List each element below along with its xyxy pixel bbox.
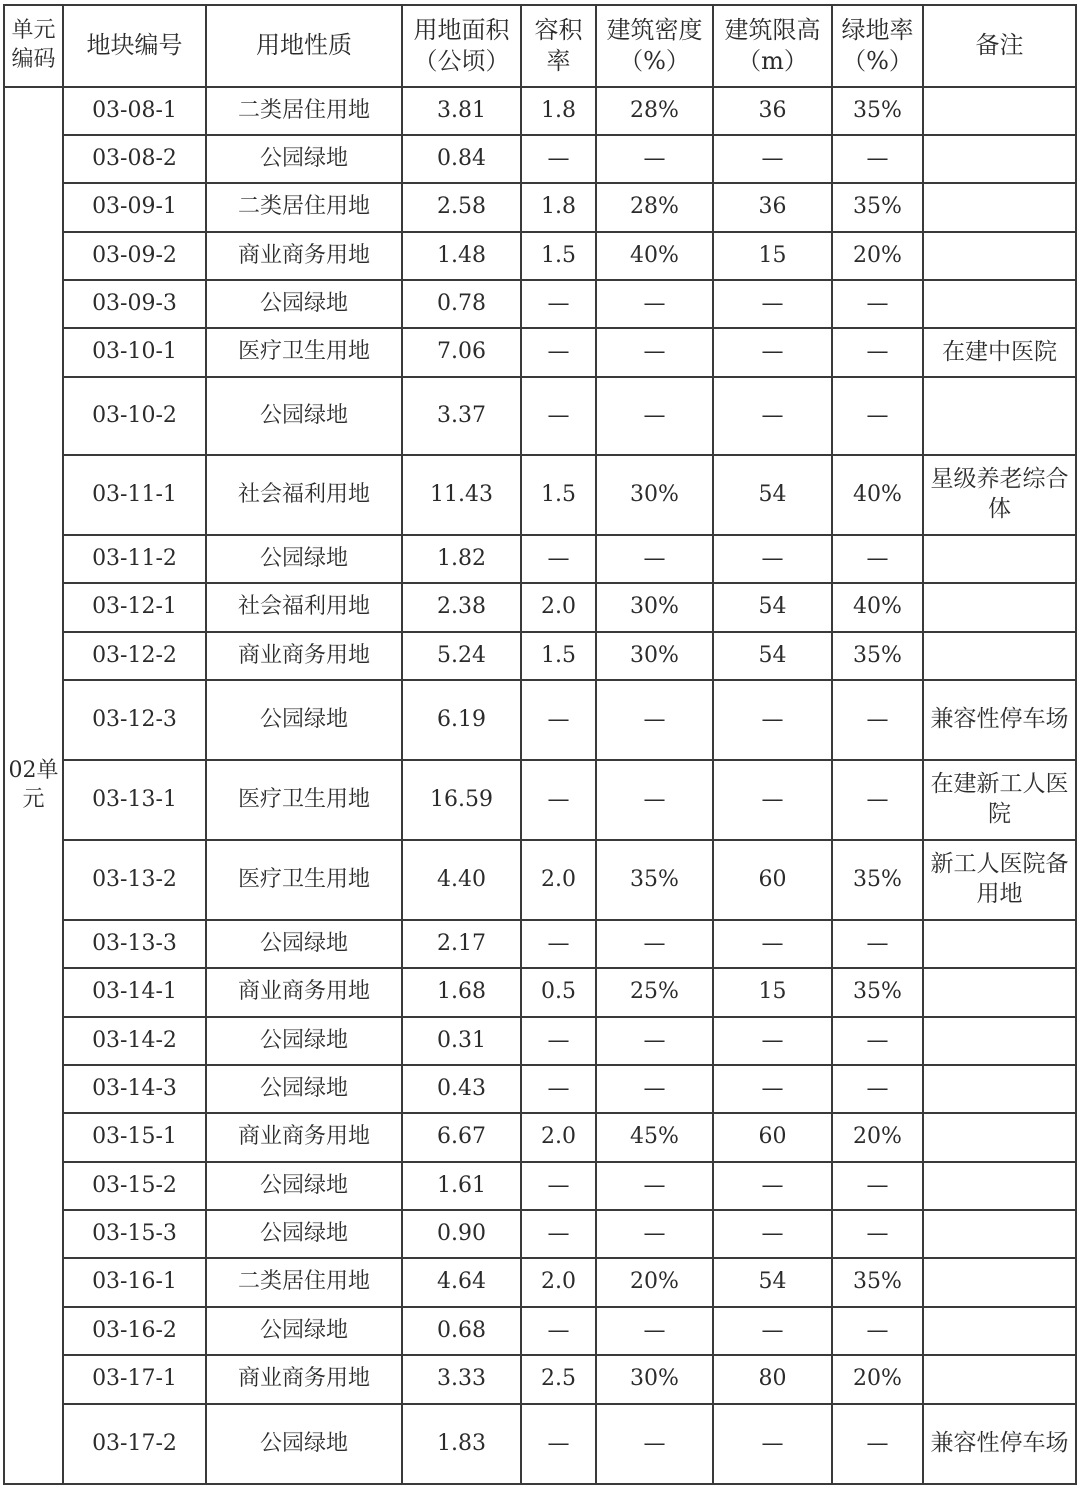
cell-area: 4.40 xyxy=(402,840,521,920)
cell-land-use: 公园绿地 xyxy=(206,377,402,455)
cell-land-use: 公园绿地 xyxy=(206,1210,402,1258)
cell-land-use: 医疗卫生用地 xyxy=(206,840,402,920)
cell-land-use: 二类居住用地 xyxy=(206,1258,402,1307)
cell-far: 1.8 xyxy=(521,87,596,135)
cell-green-rate: 35% xyxy=(832,183,923,232)
cell-area: 2.58 xyxy=(402,183,521,232)
cell-land-use: 商业商务用地 xyxy=(206,968,402,1017)
cell-density: — xyxy=(596,920,713,968)
cell-remark: 在建中医院 xyxy=(923,328,1076,377)
cell-land-use: 商业商务用地 xyxy=(206,1355,402,1404)
cell-density: — xyxy=(596,1404,713,1484)
cell-area: 16.59 xyxy=(402,760,521,840)
cell-height-limit: 36 xyxy=(713,87,832,135)
cell-green-rate: — xyxy=(832,377,923,455)
cell-land-use: 公园绿地 xyxy=(206,135,402,183)
cell-height-limit: — xyxy=(713,535,832,583)
cell-density: — xyxy=(596,680,713,760)
cell-height-limit: 60 xyxy=(713,1113,832,1162)
cell-area: 3.33 xyxy=(402,1355,521,1404)
table-row xyxy=(4,377,1076,455)
cell-plot-code: 03-12-2 xyxy=(63,632,206,680)
header-far: 容积率 xyxy=(521,5,596,87)
cell-height-limit: — xyxy=(713,1017,832,1065)
cell-far: — xyxy=(521,377,596,455)
cell-remark xyxy=(923,920,1076,968)
cell-land-use: 社会福利用地 xyxy=(206,583,402,632)
cell-area: 1.83 xyxy=(402,1404,521,1484)
cell-plot-code: 03-11-1 xyxy=(63,455,206,535)
cell-area: 2.17 xyxy=(402,920,521,968)
cell-height-limit: — xyxy=(713,1404,832,1484)
cell-area: 0.31 xyxy=(402,1017,521,1065)
cell-area: 1.82 xyxy=(402,535,521,583)
cell-plot-code: 03-15-2 xyxy=(63,1162,206,1210)
cell-remark xyxy=(923,1162,1076,1210)
table-body xyxy=(4,87,1076,1484)
cell-green-rate: 40% xyxy=(832,583,923,632)
cell-density: — xyxy=(596,135,713,183)
table-row xyxy=(4,183,1076,232)
cell-remark xyxy=(923,1307,1076,1355)
cell-plot-code: 03-11-2 xyxy=(63,535,206,583)
cell-green-rate: 35% xyxy=(832,87,923,135)
cell-land-use: 医疗卫生用地 xyxy=(206,328,402,377)
cell-far: — xyxy=(521,1162,596,1210)
cell-far: — xyxy=(521,1307,596,1355)
cell-plot-code: 03-08-2 xyxy=(63,135,206,183)
cell-green-rate: — xyxy=(832,680,923,760)
cell-height-limit: — xyxy=(713,280,832,328)
cell-density: 30% xyxy=(596,632,713,680)
cell-green-rate: 35% xyxy=(832,968,923,1017)
cell-area: 11.43 xyxy=(402,455,521,535)
header-unit-code: 单元编码 xyxy=(4,5,63,87)
cell-density: — xyxy=(596,1065,713,1113)
cell-remark xyxy=(923,1355,1076,1404)
cell-height-limit: — xyxy=(713,760,832,840)
cell-area: 4.64 xyxy=(402,1258,521,1307)
cell-far: — xyxy=(521,1210,596,1258)
cell-remark xyxy=(923,535,1076,583)
cell-land-use: 公园绿地 xyxy=(206,280,402,328)
cell-remark: 星级养老综合体 xyxy=(923,455,1076,535)
header-plot-code: 地块编号 xyxy=(63,5,206,87)
cell-area: 0.90 xyxy=(402,1210,521,1258)
table-row xyxy=(4,680,1076,760)
cell-green-rate: 40% xyxy=(832,455,923,535)
cell-height-limit: — xyxy=(713,1162,832,1210)
header-land-use: 用地性质 xyxy=(206,5,402,87)
table-row xyxy=(4,1355,1076,1404)
cell-plot-code: 03-15-3 xyxy=(63,1210,206,1258)
cell-remark xyxy=(923,135,1076,183)
table-row xyxy=(4,455,1076,535)
cell-land-use: 公园绿地 xyxy=(206,1065,402,1113)
cell-remark xyxy=(923,1065,1076,1113)
cell-remark xyxy=(923,583,1076,632)
cell-plot-code: 03-09-3 xyxy=(63,280,206,328)
land-use-table xyxy=(3,4,1077,1485)
cell-density: 30% xyxy=(596,455,713,535)
cell-far: 1.5 xyxy=(521,455,596,535)
cell-area: 0.84 xyxy=(402,135,521,183)
header-area: 用地面积（公顷） xyxy=(402,5,521,87)
cell-far: — xyxy=(521,1065,596,1113)
cell-remark xyxy=(923,183,1076,232)
cell-remark xyxy=(923,1210,1076,1258)
cell-height-limit: — xyxy=(713,377,832,455)
header-density: 建筑密度（%） xyxy=(596,5,713,87)
cell-far: 2.0 xyxy=(521,840,596,920)
cell-far: — xyxy=(521,535,596,583)
cell-land-use: 商业商务用地 xyxy=(206,1113,402,1162)
cell-plot-code: 03-10-1 xyxy=(63,328,206,377)
table-row xyxy=(4,135,1076,183)
table-row xyxy=(4,1210,1076,1258)
table-row xyxy=(4,87,1076,135)
table-row xyxy=(4,535,1076,583)
cell-land-use: 公园绿地 xyxy=(206,535,402,583)
cell-height-limit: 15 xyxy=(713,232,832,280)
cell-area: 0.78 xyxy=(402,280,521,328)
cell-area: 0.43 xyxy=(402,1065,521,1113)
cell-plot-code: 03-15-1 xyxy=(63,1113,206,1162)
cell-plot-code: 03-09-1 xyxy=(63,183,206,232)
table-row xyxy=(4,632,1076,680)
cell-far: — xyxy=(521,760,596,840)
cell-density: — xyxy=(596,1210,713,1258)
cell-far: 1.5 xyxy=(521,632,596,680)
cell-green-rate: — xyxy=(832,920,923,968)
table-row xyxy=(4,1404,1076,1484)
cell-remark: 兼容性停车场 xyxy=(923,1404,1076,1484)
cell-density: 35% xyxy=(596,840,713,920)
cell-height-limit: — xyxy=(713,328,832,377)
cell-far: 0.5 xyxy=(521,968,596,1017)
cell-remark xyxy=(923,1258,1076,1307)
cell-green-rate: 20% xyxy=(832,232,923,280)
cell-far: 1.8 xyxy=(521,183,596,232)
cell-land-use: 二类居住用地 xyxy=(206,183,402,232)
cell-area: 7.06 xyxy=(402,328,521,377)
cell-green-rate: — xyxy=(832,1404,923,1484)
cell-density: — xyxy=(596,1017,713,1065)
cell-height-limit: — xyxy=(713,920,832,968)
cell-height-limit: 60 xyxy=(713,840,832,920)
cell-area: 0.68 xyxy=(402,1307,521,1355)
cell-land-use: 公园绿地 xyxy=(206,680,402,760)
cell-area: 5.24 xyxy=(402,632,521,680)
cell-land-use: 公园绿地 xyxy=(206,1307,402,1355)
table-row xyxy=(4,1162,1076,1210)
cell-area: 6.67 xyxy=(402,1113,521,1162)
cell-land-use: 二类居住用地 xyxy=(206,87,402,135)
cell-area: 1.68 xyxy=(402,968,521,1017)
table-row xyxy=(4,760,1076,840)
cell-density: 28% xyxy=(596,183,713,232)
cell-plot-code: 03-16-1 xyxy=(63,1258,206,1307)
cell-height-limit: 36 xyxy=(713,183,832,232)
header-green: 绿地率（%） xyxy=(832,5,923,87)
cell-green-rate: — xyxy=(832,1307,923,1355)
header-remark: 备注 xyxy=(923,5,1076,87)
table-row xyxy=(4,1017,1076,1065)
cell-green-rate: 35% xyxy=(832,632,923,680)
cell-land-use: 公园绿地 xyxy=(206,1404,402,1484)
cell-green-rate: — xyxy=(832,280,923,328)
cell-plot-code: 03-14-3 xyxy=(63,1065,206,1113)
cell-green-rate: 20% xyxy=(832,1113,923,1162)
cell-height-limit: 15 xyxy=(713,968,832,1017)
cell-far: — xyxy=(521,328,596,377)
table-row xyxy=(4,840,1076,920)
cell-far: — xyxy=(521,135,596,183)
cell-green-rate: — xyxy=(832,1162,923,1210)
cell-density: 28% xyxy=(596,87,713,135)
cell-green-rate: — xyxy=(832,1065,923,1113)
cell-area: 6.19 xyxy=(402,680,521,760)
header-height: 建筑限高（m） xyxy=(713,5,832,87)
table-row xyxy=(4,232,1076,280)
cell-land-use: 公园绿地 xyxy=(206,920,402,968)
cell-density: — xyxy=(596,760,713,840)
cell-green-rate: — xyxy=(832,760,923,840)
cell-green-rate: — xyxy=(832,535,923,583)
cell-density: 30% xyxy=(596,1355,713,1404)
cell-remark xyxy=(923,280,1076,328)
cell-plot-code: 03-09-2 xyxy=(63,232,206,280)
cell-far: 2.0 xyxy=(521,1113,596,1162)
cell-height-limit: — xyxy=(713,135,832,183)
table-row xyxy=(4,328,1076,377)
cell-height-limit: 54 xyxy=(713,632,832,680)
cell-remark xyxy=(923,968,1076,1017)
cell-plot-code: 03-14-2 xyxy=(63,1017,206,1065)
cell-plot-code: 03-14-1 xyxy=(63,968,206,1017)
cell-density: — xyxy=(596,1307,713,1355)
cell-height-limit: 54 xyxy=(713,1258,832,1307)
cell-far: 2.5 xyxy=(521,1355,596,1404)
cell-density: 45% xyxy=(596,1113,713,1162)
cell-remark xyxy=(923,377,1076,455)
cell-remark xyxy=(923,632,1076,680)
cell-green-rate: — xyxy=(832,1017,923,1065)
cell-height-limit: — xyxy=(713,1065,832,1113)
cell-area: 3.81 xyxy=(402,87,521,135)
cell-green-rate: 20% xyxy=(832,1355,923,1404)
cell-height-limit: 54 xyxy=(713,455,832,535)
cell-plot-code: 03-12-1 xyxy=(63,583,206,632)
cell-far: — xyxy=(521,280,596,328)
cell-land-use: 社会福利用地 xyxy=(206,455,402,535)
cell-land-use: 公园绿地 xyxy=(206,1017,402,1065)
table-row xyxy=(4,583,1076,632)
cell-plot-code: 03-08-1 xyxy=(63,87,206,135)
cell-density: — xyxy=(596,377,713,455)
cell-height-limit: — xyxy=(713,1210,832,1258)
cell-land-use: 商业商务用地 xyxy=(206,632,402,680)
cell-density: 25% xyxy=(596,968,713,1017)
cell-plot-code: 03-10-2 xyxy=(63,377,206,455)
cell-far: — xyxy=(521,1404,596,1484)
cell-remark: 兼容性停车场 xyxy=(923,680,1076,760)
cell-land-use: 医疗卫生用地 xyxy=(206,760,402,840)
cell-remark: 在建新工人医院 xyxy=(923,760,1076,840)
cell-far: — xyxy=(521,1017,596,1065)
cell-land-use: 商业商务用地 xyxy=(206,232,402,280)
table-row xyxy=(4,968,1076,1017)
cell-area: 1.48 xyxy=(402,232,521,280)
cell-plot-code: 03-17-2 xyxy=(63,1404,206,1484)
cell-height-limit: — xyxy=(713,680,832,760)
cell-far: 1.5 xyxy=(521,232,596,280)
cell-density: 40% xyxy=(596,232,713,280)
unit-label: 02单元 xyxy=(4,87,63,1484)
cell-remark xyxy=(923,1113,1076,1162)
table-row xyxy=(4,280,1076,328)
cell-plot-code: 03-12-3 xyxy=(63,680,206,760)
cell-plot-code: 03-13-3 xyxy=(63,920,206,968)
cell-density: 20% xyxy=(596,1258,713,1307)
table-row xyxy=(4,1065,1076,1113)
cell-area: 1.61 xyxy=(402,1162,521,1210)
cell-area: 2.38 xyxy=(402,583,521,632)
header-row xyxy=(4,5,1076,87)
cell-height-limit: — xyxy=(713,1307,832,1355)
cell-green-rate: — xyxy=(832,1210,923,1258)
cell-far: 2.0 xyxy=(521,1258,596,1307)
cell-density: — xyxy=(596,328,713,377)
cell-far: — xyxy=(521,920,596,968)
cell-green-rate: — xyxy=(832,135,923,183)
cell-density: 30% xyxy=(596,583,713,632)
cell-remark xyxy=(923,87,1076,135)
cell-remark xyxy=(923,232,1076,280)
table-row xyxy=(4,1113,1076,1162)
table-row xyxy=(4,1258,1076,1307)
cell-density: — xyxy=(596,1162,713,1210)
cell-plot-code: 03-17-1 xyxy=(63,1355,206,1404)
cell-plot-code: 03-16-2 xyxy=(63,1307,206,1355)
cell-plot-code: 03-13-1 xyxy=(63,760,206,840)
cell-far: — xyxy=(521,680,596,760)
cell-land-use: 公园绿地 xyxy=(206,1162,402,1210)
cell-green-rate: — xyxy=(832,328,923,377)
cell-remark: 新工人医院备用地 xyxy=(923,840,1076,920)
table-row xyxy=(4,1307,1076,1355)
cell-height-limit: 80 xyxy=(713,1355,832,1404)
cell-green-rate: 35% xyxy=(832,1258,923,1307)
table-row xyxy=(4,920,1076,968)
cell-height-limit: 54 xyxy=(713,583,832,632)
cell-far: 2.0 xyxy=(521,583,596,632)
cell-remark xyxy=(923,1017,1076,1065)
cell-green-rate: 35% xyxy=(832,840,923,920)
cell-density: — xyxy=(596,535,713,583)
cell-density: — xyxy=(596,280,713,328)
cell-plot-code: 03-13-2 xyxy=(63,840,206,920)
cell-area: 3.37 xyxy=(402,377,521,455)
